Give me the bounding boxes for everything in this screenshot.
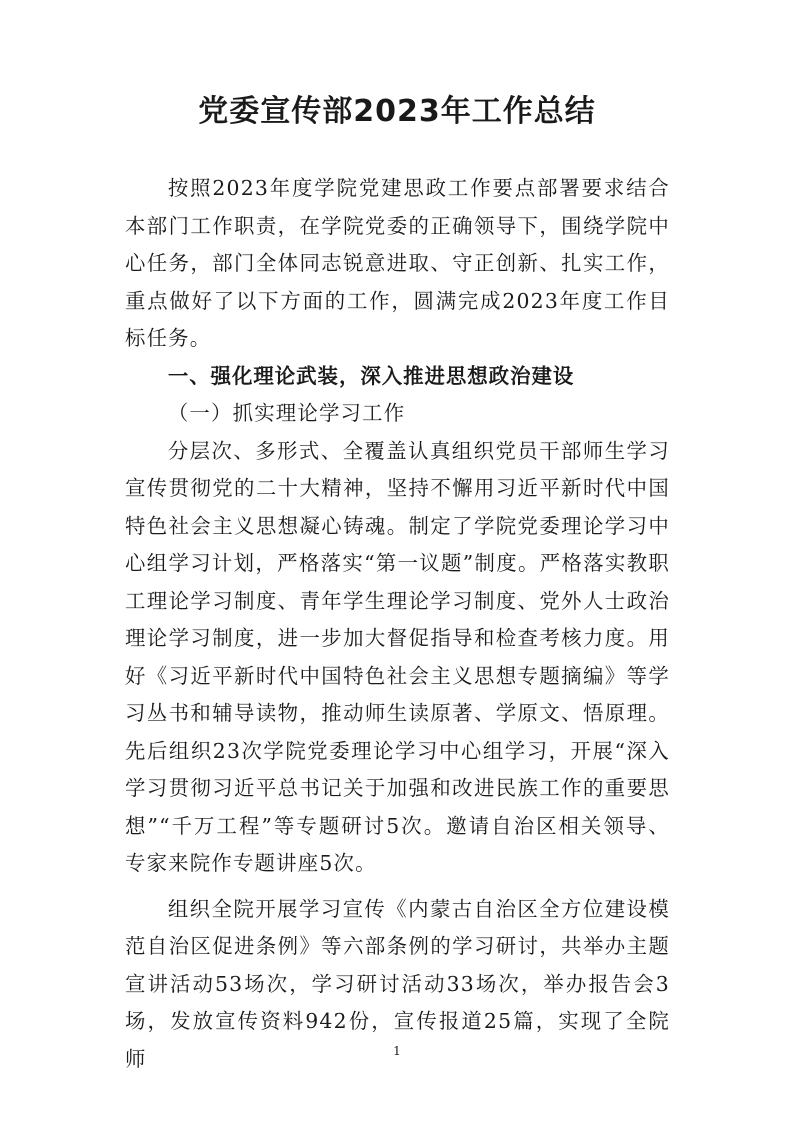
document-body xyxy=(125,170,670,1078)
subsection-heading: （一）抓实理论学习工作 xyxy=(167,401,406,425)
document-title: 党委宣传部2023年工作总结 xyxy=(198,94,596,129)
intro-paragraph: 按照2023年度学院党建思政工作要点部署要求结合本部门工作职责，在学院党委的正确领导下，围绕学院中心任务，部门全体同志锐意进取、守正创新、扎实工作，重点做好了以下方面的工作，圆满完成2023年度工作目标任务。 xyxy=(125,176,670,350)
section-heading: 一、强化理论武装，深入推进思想政治建设 xyxy=(167,363,575,388)
paragraph-spacer xyxy=(125,883,670,891)
page-number: 1 xyxy=(393,1044,401,1058)
body-paragraph: 组织全院开展学习宣传《内蒙古自治区全方位建设模范自治区促进条例》等六部条例的学习研讨，共举办主题宣讲活动53场次，学习研讨活动33场次，举办报告会3场，发放宣传资料942份，宣传报道25篇，实现了全院师 xyxy=(125,896,670,1071)
body-paragraph: 分层次、多形式、全覆盖认真组织党员干部师生学习宣传贯彻党的二十大精神，坚持不懈用习近平新时代中国特色社会主义思想凝心铸魂。制定了学院党委理论学习中心组学习计划，严格落实“第一议题”制度。严格落实教职工理论学习制度、青年学生理论学习制度、党外人士政治理论学习制度，进一步加大督促指导和检查考核力度。用好《习近平新时代中国特色社会主义思想专题摘编》等学习丛书和辅导读物，推动师生读原著、学原文、悟原理。先后组织23次学院党委理论学习中心组学习，开展“深入学习贯彻习近平总书记关于加强和改进民族工作的重要思想”“千万工程”等专题研讨5次。邀请自治区相关领导、专家来院作专题讲座5次。 xyxy=(125,438,670,875)
